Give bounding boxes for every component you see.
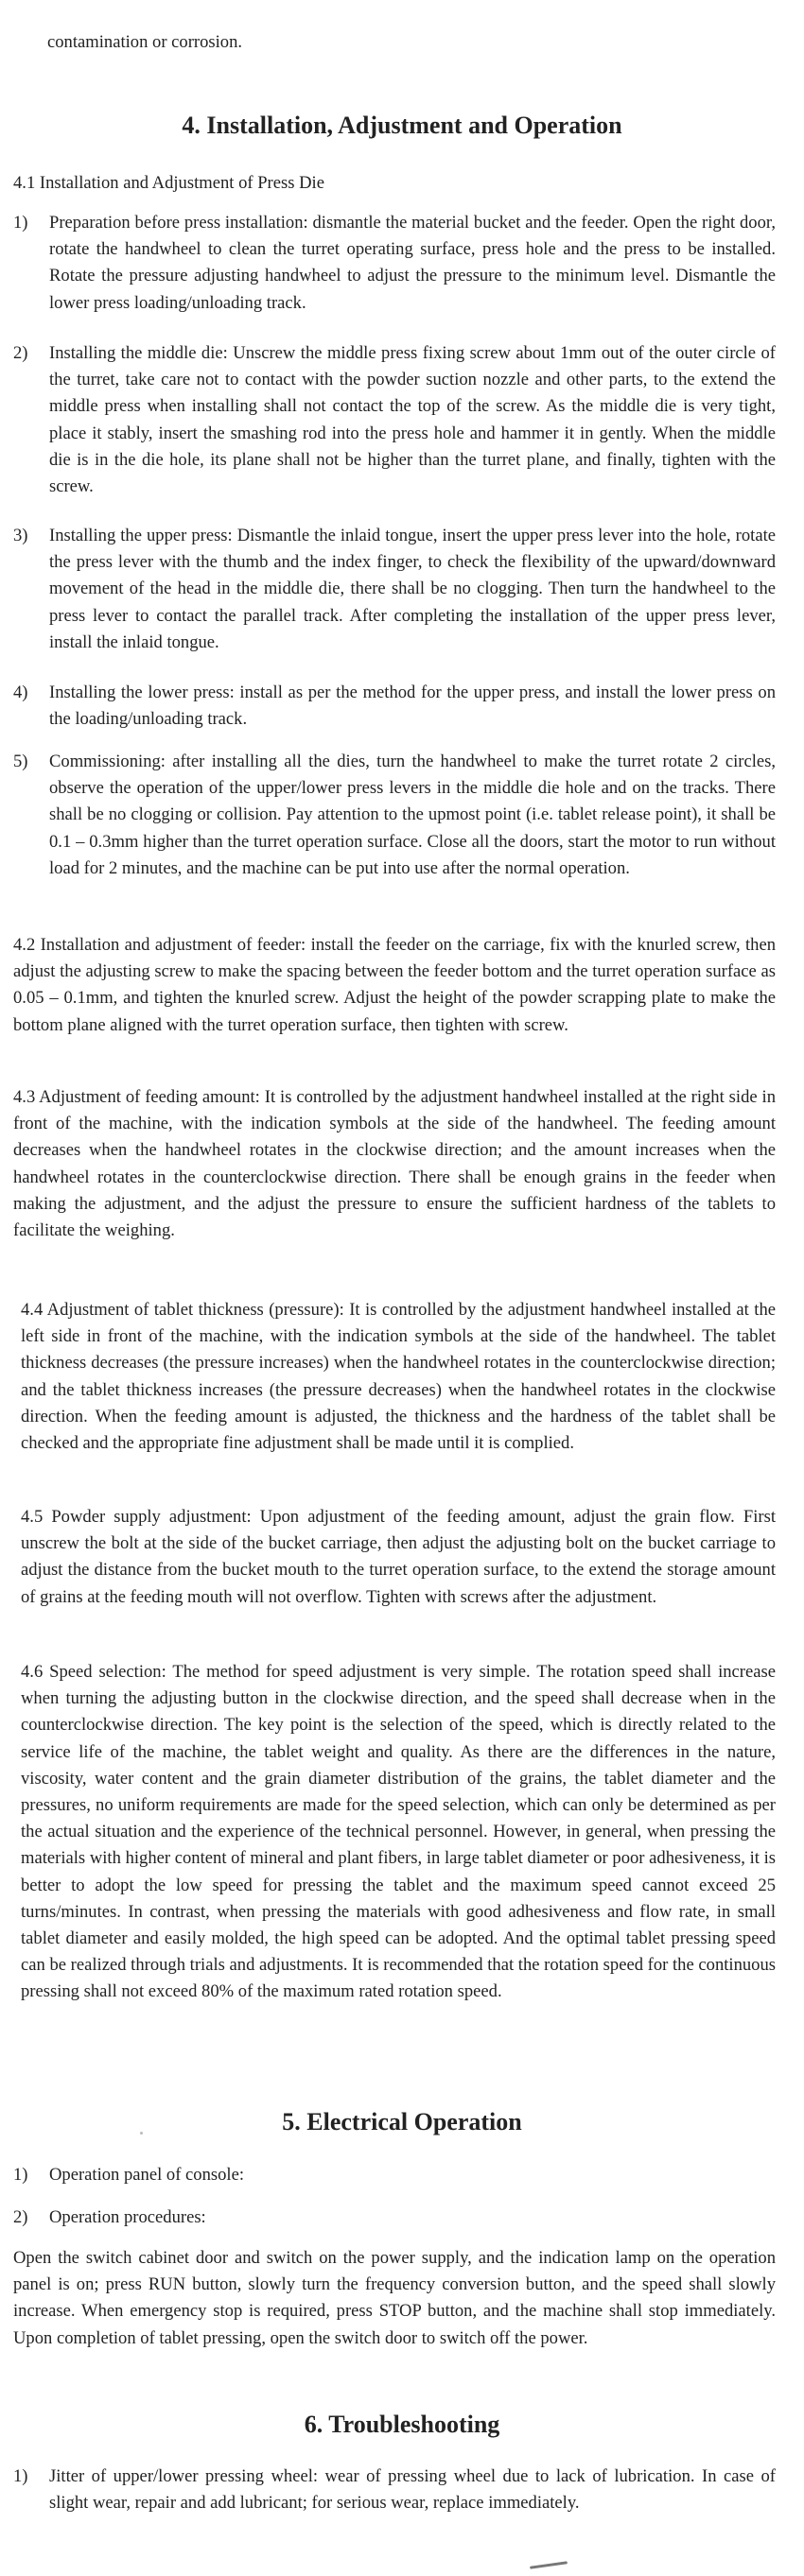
list-item-number: 3): [13, 526, 28, 545]
list-item-number: 4): [13, 683, 28, 702]
list-item-text: Jitter of upper/lower pressing wheel: wear of pressing wheel due to lack of lubrication. In case of slight wear, repair and add lubricant; for serious wear, replace immediately.: [49, 2466, 776, 2514]
list-item-text: Installing the middle die: Unscrew the middle press fixing screw about 1mm out of the outer circle of the turret, take care not to contact with the powder suction nozzle and other parts, to the extend the middle press when installing shall not contact the top of the screw. As the middle die is very tight, place it stably, insert the smashing rod into the press hole and hammer it in gently. When the middle die is in the die hole, its plane shall not be higher than the turret plane, and finally, tighten with the screw.: [49, 343, 776, 497]
list-item-text: Installing the lower press: install as per the method for the upper press, and install the lower press on the loading/unloading track.: [49, 683, 776, 730]
list-item-text: Installing the upper press: Dismantle the inlaid tongue, insert the upper press lever into the hole, rotate the press lever with the thumb and the index finger, to check the flexibility of the upward/downward movement of the head in the middle die, there shall be no clogging. Then turn the handwheel to the press lever to contact the parallel track. After completing the installation of the upper press lever, install the inlaid tongue.: [49, 526, 776, 652]
list-item-text: Operation procedures:: [49, 2207, 206, 2227]
list-item-number: 5): [13, 752, 28, 771]
paragraph-4-3: 4.3 Adjustment of feeding amount: It is controlled by the adjustment handwheel installed at the right side in front of the machine, with the indication symbols at the side of the handwheel. The feeding amount decreases when the handwheel rotates in the clockwise direction; and the amount increases when the handwheel rotates in the counterclockwise direction. There shall be enough grains in the feeder when making the adjustment, and the adjust the pressure to ensure the sufficient hardness of the tablets to facilitate the weighing.: [13, 1087, 776, 1241]
subsection-4-1-heading: 4.1 Installation and Adjustment of Press Die: [13, 173, 324, 193]
scan-mark: [530, 2561, 568, 2569]
list-item-text: Operation panel of console:: [49, 2165, 245, 2185]
list-item-number: 1): [13, 213, 28, 233]
list-item-number: 2): [13, 2207, 28, 2227]
list-item-text: Preparation before press installation: dismantle the material bucket and the feeder. Open the right door, rotate the handwheel to clean the turret operating surface, press hole and the press to be installed. Rotate the pressure adjusting handwheel to adjust the pressure to the minimum level. Dismantle the lower press loading/unloading track.: [49, 213, 776, 313]
list-item-number: 1): [13, 2165, 28, 2185]
top-fragment-text: contamination or corrosion.: [47, 31, 243, 52]
section-5-heading: 5. Electrical Operation: [282, 2108, 522, 2135]
section-4-heading: 4. Installation, Adjustment and Operation: [182, 112, 622, 139]
list-item-number: 2): [13, 343, 28, 363]
list-item-number: 1): [13, 2466, 28, 2486]
section-6-heading: 6. Troubleshooting: [304, 2411, 500, 2438]
paragraph-4-6: 4.6 Speed selection: The method for speed adjustment is very simple. The rotation speed shall increase when turning the adjusting button in the clockwise direction, and the speed shall decrease when in the counterclockwise direction. The key point is the selection of the speed, which is directly related to the service life of the machine, the tablet weight and quality. As there are the differences in the nature, viscosity, water content and the grain diameter distribution of the grains, the tablet diameter and the pressures, no uniform requirements are made for the speed selection, which can only be determined as per the actual situation and the experience of the technical personnel. However, in general, when pressing the materials with higher content of mineral and plant fibers, in large tablet diameter or poor adhesiveness, it is better to adopt the low speed for pressing the tablet and the maximum speed cannot exceed 25 turns/minutes. In contrast, when pressing the materials with good adhesiveness and flow rate, in small tablet diameter and easily molded, the high speed can be adopted. And the optimal tablet pressing speed can be realized through trials and adjustments. It is recommended that the rotation speed for the continuous pressing shall not exceed 80% of the maximum rated rotation speed.: [21, 1662, 776, 2002]
paragraph-4-5: 4.5 Powder supply adjustment: Upon adjustment of the feeding amount, adjust the grain flow. First unscrew the bolt at the side of the bucket carriage, then adjust the adjusting bolt on the bucket carriage to adjust the distance from the bucket mouth to the turret operation surface, to the extend the storage amount of grains at the feeding mouth will not overflow. Tighten with screws after the adjustment.: [21, 1507, 776, 1607]
paragraph-4-4: 4.4 Adjustment of tablet thickness (pressure): It is controlled by the adjustment handwheel installed at the left side in front of the machine, with the indication symbols at the side of the handwheel. The tablet thickness decreases (the pressure increases) when the handwheel rotates in the counterclockwise direction; and the tablet thickness increases (the pressure decreases) when the handwheel rotates in the clockwise direction. When the feeding amount is adjusted, the thickness and the hardness of the tablet shall be checked and the appropriate fine adjustment shall be made until it is complied.: [21, 1300, 776, 1454]
paragraph-operation-procedures: Open the switch cabinet door and switch on the power supply, and the indication lamp on the operation panel is on; press RUN button, slowly turn the frequency conversion button, and the speed shall slowly increase. When emergency stop is required, press STOP button, and the machine shall stop immediately. Upon completion of tablet pressing, open the switch door to switch off the power.: [13, 2248, 776, 2348]
paragraph-4-2: 4.2 Installation and adjustment of feeder: install the feeder on the carriage, fix with the knurled screw, then adjust the adjusting screw to make the spacing between the feeder bottom and the turret operation surface as 0.05 – 0.1mm, and tighten the knurled screw. Adjust the height of the powder scrapping plate to make the bottom plane aligned with the turret operation surface, then tighten with screw.: [13, 935, 776, 1035]
list-item-text: Commissioning: after installing all the dies, turn the handwheel to make the turret rotate 2 circles, observe the operation of the upper/lower press levers in the middle die hole and on the tracks. There shall be no clogging or collision. Pay attention to the upmost point (i.e. tablet release point), it shall be 0.1 – 0.3mm higher than the turret operation surface. Close all the doors, start the motor to run without load for 2 minutes, and the machine can be put into use after the normal operation.: [49, 752, 776, 878]
